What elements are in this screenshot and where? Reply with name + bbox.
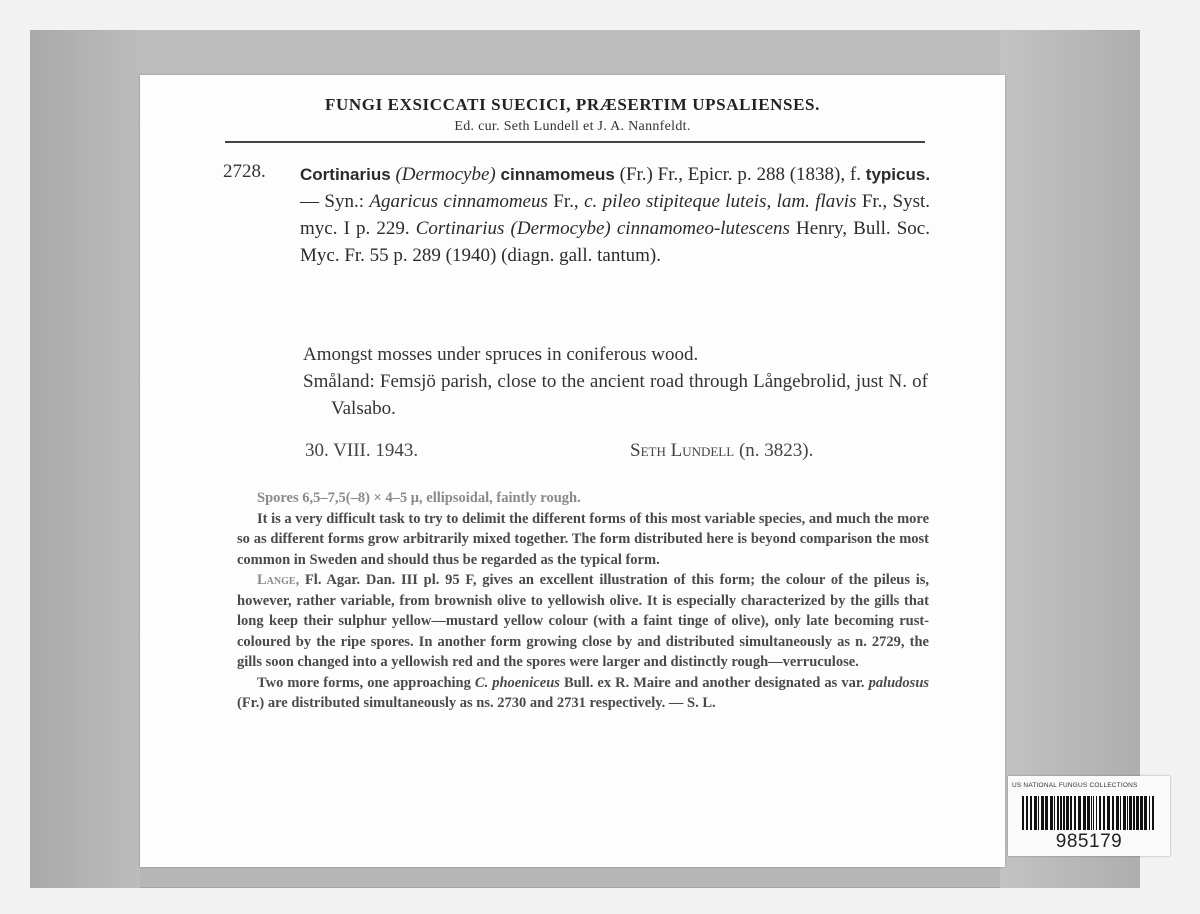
barcode-bar xyxy=(1136,796,1139,830)
barcode-bar xyxy=(1030,796,1032,830)
series-editors: Ed. cur. Seth Lundell et J. A. Nannfeldt. xyxy=(454,119,691,134)
barcode-bar xyxy=(1070,796,1072,830)
barcode-bar xyxy=(1022,796,1024,830)
synonym-text-1: Fr., xyxy=(553,191,579,212)
barcode-bar xyxy=(1063,796,1065,830)
folder-right-edge xyxy=(1000,30,1140,888)
barcode-icon xyxy=(1022,796,1158,830)
barcode-label xyxy=(1008,776,1170,856)
subgenus-name: (Dermocybe) xyxy=(395,164,496,185)
synonym-text-2: Fr., Syst. myc. I p. 229. xyxy=(300,191,931,239)
synonym-text-3: Henry, Bull. Soc. Myc. Fr. 55 p. 289 (1940) (diagn. gall. tantum). xyxy=(300,218,930,266)
exsiccata-number: 2728. xyxy=(223,161,266,182)
barcode-bar xyxy=(1123,796,1126,830)
barcode-bar xyxy=(1050,796,1053,830)
collector-number: (n. 3823). xyxy=(738,440,814,461)
collector-line xyxy=(630,440,813,462)
barcode-bar xyxy=(1129,796,1132,830)
notes-block xyxy=(237,488,929,714)
folder-left-edge xyxy=(30,30,140,888)
collection-date: 30. VIII. 1943. xyxy=(305,440,419,461)
barcode-bar xyxy=(1127,796,1128,830)
barcode-bar xyxy=(1057,796,1059,830)
note-3-taxon-2: paludosus xyxy=(868,674,930,691)
genus-name: Cortinarius xyxy=(300,165,391,184)
note-paragraph-3 xyxy=(237,673,929,714)
note-3-taxon-1: C. phoeniceus xyxy=(474,674,560,691)
note-3-part-a: Two more forms, one approaching xyxy=(257,674,471,691)
taxon-entry xyxy=(300,161,930,269)
barcode-caption: US NATIONAL FUNGUS COLLECTIONS xyxy=(1012,782,1138,789)
barcode-bar xyxy=(1103,796,1105,830)
barcode-bar xyxy=(1078,796,1081,830)
series-title: FUNGI EXSICCATI SUECICI, PRÆSERTIM UPSALIENSES. xyxy=(325,95,820,114)
habitat-text: Amongst mosses under spruces in coniferous wood. xyxy=(303,344,699,365)
barcode-bar xyxy=(1066,796,1069,830)
barcode-bar xyxy=(1140,796,1143,830)
barcode-bar xyxy=(1133,796,1135,830)
barcode-bar xyxy=(1087,796,1090,830)
header-divider xyxy=(225,141,925,143)
barcode-bar xyxy=(1034,796,1037,830)
barcode-bar xyxy=(1038,796,1039,830)
forma-name: typicus. xyxy=(865,165,931,184)
barcode-bar xyxy=(1107,796,1110,830)
barcode-bar xyxy=(1099,796,1101,830)
species-epithet: cinnamomeus xyxy=(500,165,615,184)
barcode-bar xyxy=(1144,796,1147,830)
note-3-part-b: Bull. ex R. Maire and another designated as var. xyxy=(563,674,865,691)
barcode-bar xyxy=(1074,796,1076,830)
cited-author: Lange, xyxy=(257,572,300,588)
barcode-bar xyxy=(1045,796,1048,830)
barcode-number: 985179 xyxy=(1055,831,1123,852)
barcode-bar xyxy=(1149,796,1150,830)
synonym-lead: — Syn.: xyxy=(300,191,364,212)
barcode-bar xyxy=(1096,796,1097,830)
author-citation: (Fr.) Fr., Epicr. p. 288 (1838), f. xyxy=(619,164,861,185)
barcode-bar xyxy=(1026,796,1028,830)
note-paragraph-1: It is a very difficult task to try to delimit the different forms of this most variable species, and much the more so as different forms grow arbitrarily mixed together. The form distributed here is beyond comparison the most common in Sweden and should thus be regarded as the typical form. xyxy=(237,510,930,568)
synonym-name-1: Agaricus cinnamomeus xyxy=(369,191,548,212)
note-paragraph-2 xyxy=(237,570,929,673)
barcode-bar xyxy=(1091,796,1092,830)
note-paragraph-2-text: Fl. Agar. Dan. III pl. 95 F, gives an excellent illustration of this form; the colour of the pileus is, however, rather variable, from brownish olive to yellowish olive. It is especially characterized by the gills that long keep their sulphur yellow—mustard yellow colour (with a faint tinge of olive), only late becoming rust-coloured by the ripe spores. In another form growing close by and distributed simultaneously as n. 2729, the gills soon changed into a yellowish red and the spores were larger and distinctly rough—verruculose. xyxy=(237,572,930,670)
barcode-bar xyxy=(1054,796,1055,830)
barcode-bar xyxy=(1060,796,1062,830)
barcode-bar xyxy=(1116,796,1119,830)
note-3-part-c: (Fr.) are distributed simultaneously as ns. 2730 and 2731 respectively. — S. L. xyxy=(237,695,716,711)
specimen-label xyxy=(140,75,1005,867)
barcode-bar xyxy=(1152,796,1154,830)
synonym-name-3: Cortinarius (Dermocybe) cinnamomeo-lutescens xyxy=(415,218,790,239)
barcode-bar xyxy=(1120,796,1121,830)
collector-name: Seth Lundell xyxy=(630,440,735,461)
barcode-bar xyxy=(1093,796,1094,830)
synonym-name-2: c. pileo stipiteque luteis, lam. flavis xyxy=(584,191,857,212)
barcode-bar xyxy=(1041,796,1044,830)
locality-text: Småland: Femsjö parish, close to the ancient road through Långebrolid, just N. of Valsabo. xyxy=(303,371,928,419)
barcode-bar xyxy=(1112,796,1114,830)
barcode-bar xyxy=(1083,796,1086,830)
spore-note: Spores 6,5–7,5(–8) × 4–5 μ, ellipsoidal, faintly rough. xyxy=(257,490,581,506)
